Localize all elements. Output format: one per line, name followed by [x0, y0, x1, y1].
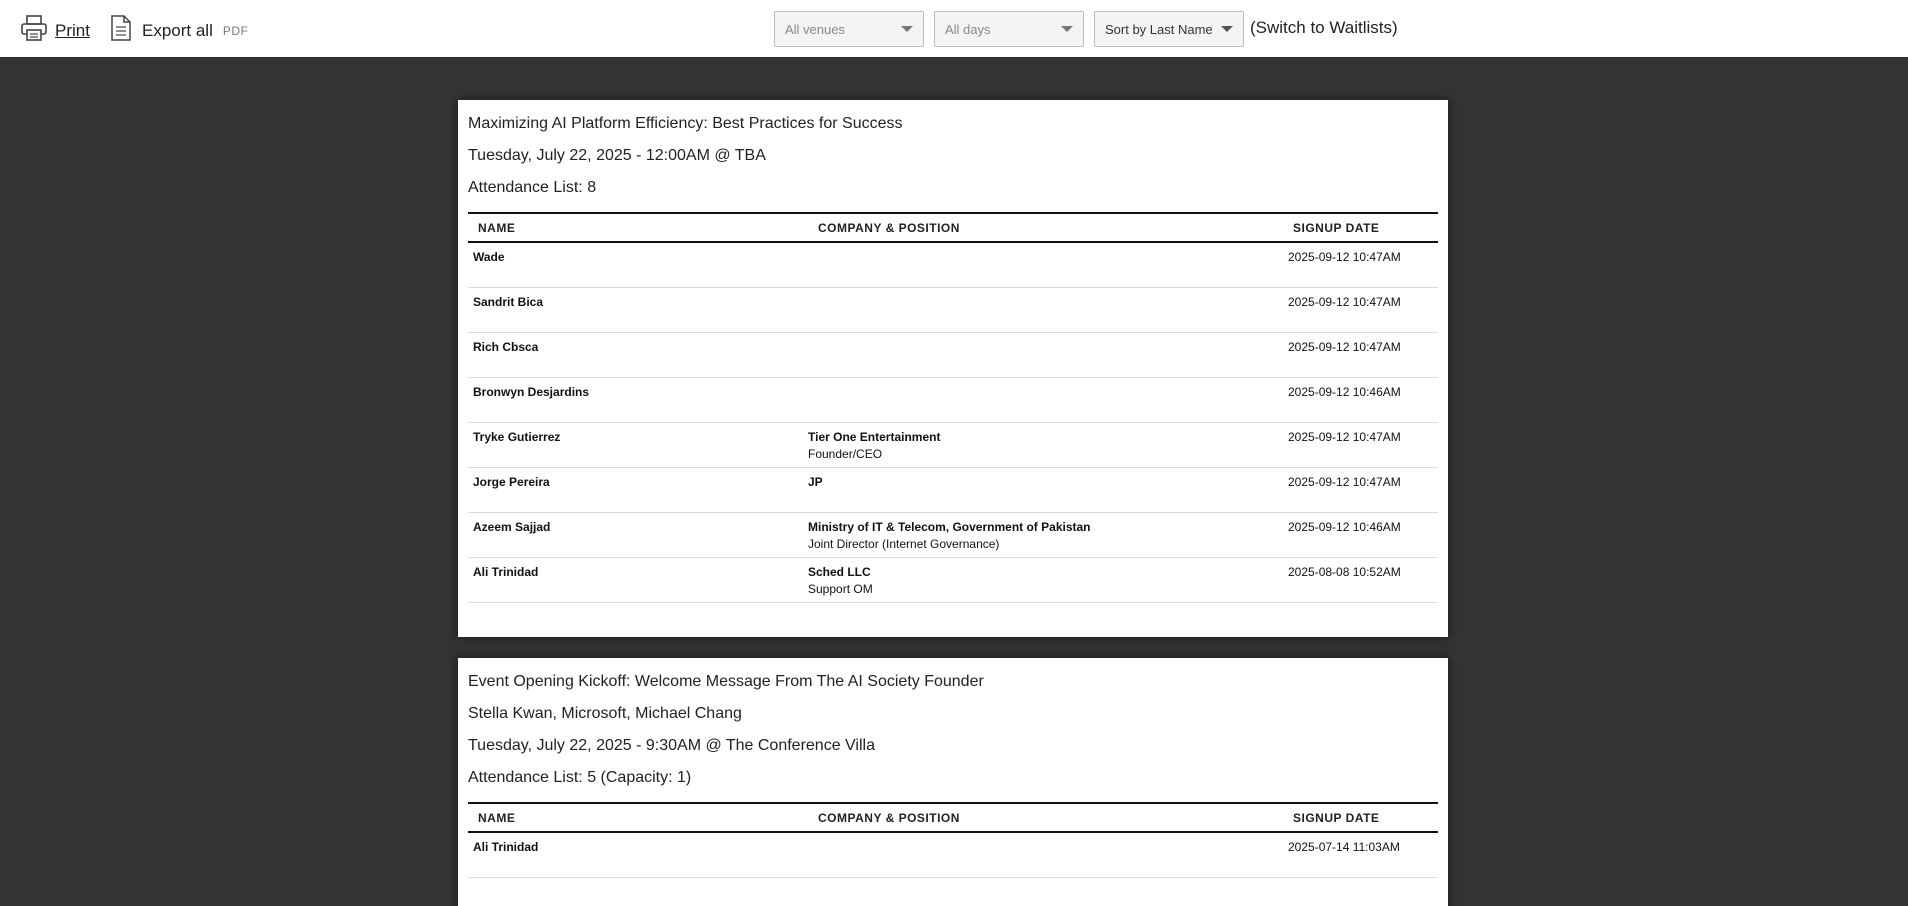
table-row — [468, 467, 1438, 512]
attendance-count: Attendance List: 8 — [468, 179, 597, 196]
table-row — [468, 377, 1438, 422]
chevron-down-icon — [1061, 26, 1073, 32]
table-row — [468, 512, 1438, 557]
column-header-company: COMPANY & POSITION — [808, 803, 1279, 832]
attendee-name: Sandrit Bica — [468, 287, 808, 332]
company-name: Tier One Entertainment — [808, 429, 941, 444]
attendee-company — [808, 287, 1279, 332]
print-button[interactable] — [20, 14, 90, 47]
position: Support OM — [808, 581, 873, 596]
position: Founder/CEO — [808, 446, 883, 461]
position: Joint Director (Internet Governance) — [808, 536, 1000, 551]
export-all-button[interactable] — [110, 14, 248, 47]
signup-date: 2025-09-12 10:47AM — [1279, 467, 1438, 512]
session-card — [458, 658, 1448, 906]
export-format-label: PDF — [222, 23, 249, 38]
signup-date: 2025-09-12 10:47AM — [1279, 287, 1438, 332]
chevron-down-icon — [1221, 26, 1233, 32]
table-row — [468, 287, 1438, 332]
attendee-company — [808, 512, 1279, 557]
attendee-name: Jorge Pereira — [468, 467, 808, 512]
table-row — [468, 422, 1438, 467]
signup-date: 2025-09-12 10:47AM — [1279, 242, 1438, 287]
signup-date: 2025-09-12 10:46AM — [1279, 377, 1438, 422]
table-row — [468, 832, 1438, 877]
session-datetime: Tuesday, July 22, 2025 - 12:00AM @ TBA — [468, 147, 766, 164]
attendee-name: Bronwyn Desjardins — [468, 377, 808, 422]
chevron-down-icon — [901, 26, 913, 32]
column-header-company: COMPANY & POSITION — [808, 213, 1279, 242]
attendee-company — [808, 467, 1279, 512]
table-row — [468, 557, 1438, 602]
attendee-company — [808, 242, 1279, 287]
attendee-name: Ali Trinidad — [468, 832, 808, 877]
attendee-company — [808, 557, 1279, 602]
session-card — [458, 100, 1448, 637]
switch-to-waitlists-link[interactable]: (Switch to Waitlists) — [1250, 18, 1398, 37]
table-row — [468, 242, 1438, 287]
column-header-name: NAME — [468, 803, 808, 832]
signup-date: 2025-08-08 10:52AM — [1279, 557, 1438, 602]
attendee-company — [808, 332, 1279, 377]
column-header-signup-date: SIGNUP DATE — [1279, 213, 1438, 242]
column-header-signup-date: SIGNUP DATE — [1279, 803, 1438, 832]
attendance-count: Attendance List: 5 (Capacity: 1) — [468, 769, 692, 786]
export-label[interactable]: Export all — [142, 20, 213, 40]
venues-select-value: All venues — [785, 21, 845, 37]
sort-select-value: Sort by Last Name — [1105, 21, 1213, 37]
signup-date: 2025-09-12 10:46AM — [1279, 512, 1438, 557]
company-name: JP — [808, 474, 823, 489]
table-row — [468, 332, 1438, 377]
table-header-row — [468, 213, 1438, 242]
session-datetime: Tuesday, July 22, 2025 - 9:30AM @ The Conference Villa — [468, 737, 875, 754]
attendee-name: Wade — [468, 242, 808, 287]
column-header-name: NAME — [468, 213, 808, 242]
toolbar — [0, 0, 1908, 57]
company-name: Sched LLC — [808, 564, 871, 579]
printer-icon — [20, 14, 48, 47]
session-title: Event Opening Kickoff: Welcome Message From The AI Society Founder — [468, 673, 984, 690]
days-select-value: All days — [945, 21, 991, 37]
sort-select[interactable] — [1094, 11, 1244, 47]
attendee-name: Tryke Gutierrez — [468, 422, 808, 467]
signup-date: 2025-09-12 10:47AM — [1279, 332, 1438, 377]
days-select[interactable] — [934, 11, 1084, 47]
signup-date: 2025-09-12 10:47AM — [1279, 422, 1438, 467]
attendee-company — [808, 377, 1279, 422]
attendee-company — [808, 422, 1279, 467]
signup-date: 2025-07-14 11:03AM — [1279, 832, 1438, 877]
attendee-name: Rich Cbsca — [468, 332, 808, 377]
session-title: Maximizing AI Platform Efficiency: Best Practices for Success — [468, 115, 903, 132]
attendee-company — [808, 832, 1279, 877]
attendee-name: Ali Trinidad — [468, 557, 808, 602]
attendance-table — [468, 802, 1438, 878]
company-name: Ministry of IT & Telecom, Government of Pakistan — [808, 519, 1091, 534]
venues-select[interactable] — [774, 11, 924, 47]
attendance-table — [468, 212, 1438, 603]
document-icon — [110, 14, 132, 47]
table-header-row — [468, 803, 1438, 832]
print-label[interactable]: Print — [55, 20, 90, 40]
session-speakers: Stella Kwan, Microsoft, Michael Chang — [468, 705, 742, 722]
attendee-name: Azeem Sajjad — [468, 512, 808, 557]
